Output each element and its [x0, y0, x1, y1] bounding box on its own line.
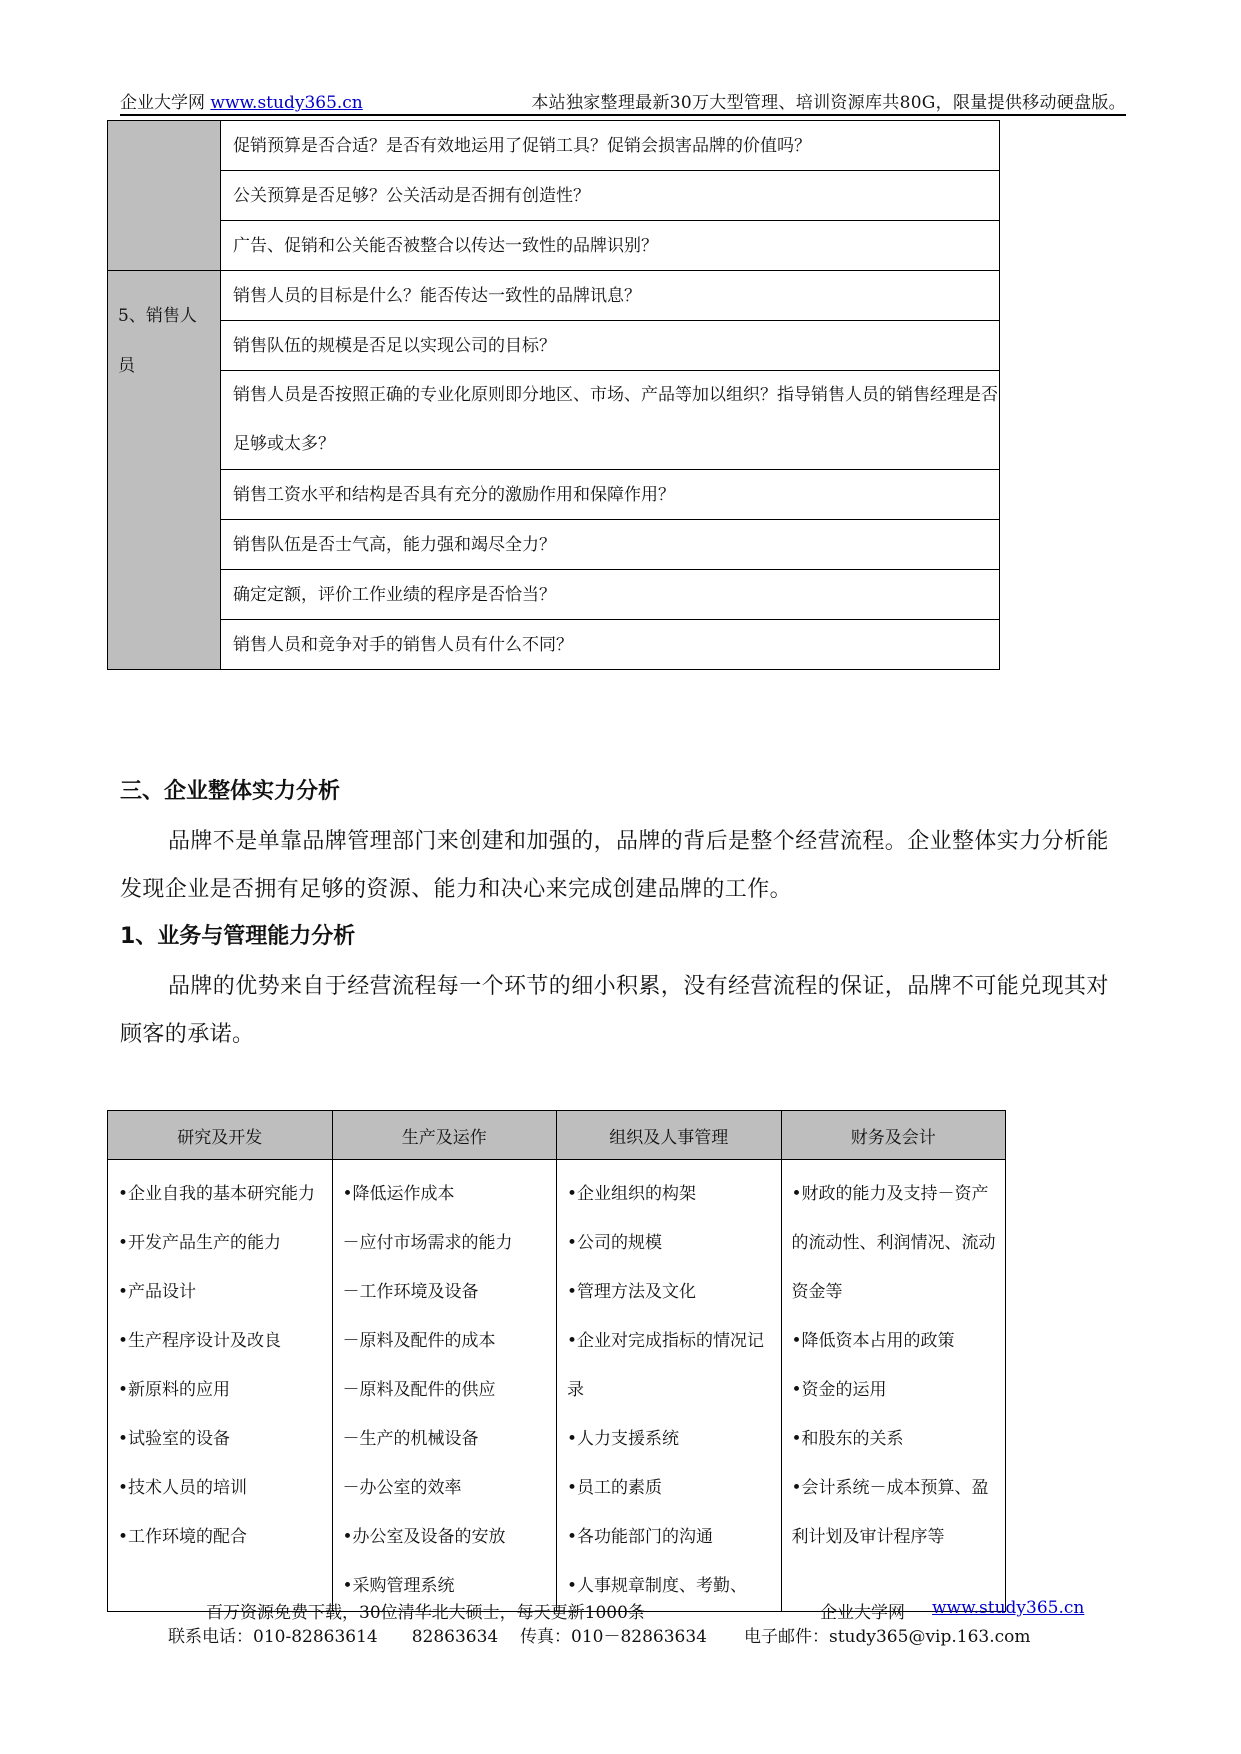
list-item: •产品设计 — [118, 1282, 197, 1302]
list-item: －应付市场需求的能力 — [342, 1233, 513, 1253]
list-item: •降低运作成本 — [342, 1184, 455, 1204]
table1-row: 公关预算是否足够？公关活动是否拥有创造性？ — [221, 171, 1000, 221]
table1-row: 广告、促销和公关能否被整合以传达一致性的品牌识别？ — [221, 221, 1000, 271]
section3-1-heading: 1、业务与管理能力分析 — [120, 924, 356, 949]
table1-row: 销售队伍的规模是否足以实现公司的目标？ — [221, 321, 1000, 371]
footer-phone: 联系电话：010-82863614 82863634 — [168, 1627, 499, 1647]
list-item: •公司的规模 — [567, 1233, 663, 1253]
table2-header: 研究及开发 — [108, 1111, 333, 1160]
table2-column-production — [332, 1160, 557, 1612]
list-item: •人事规章制度、考勤、 — [567, 1576, 748, 1596]
table1-row: 确定定额，评价工作业绩的程序是否恰当？ — [221, 570, 1000, 620]
list-item: •试验室的设备 — [118, 1429, 231, 1449]
footer-promo: 百万资源免费下载，30位清华北大硕士，每天更新1000条 — [206, 1603, 645, 1623]
table1-row: 销售人员和竞争对手的销售人员有什么不同？ — [221, 620, 1000, 670]
list-item: －办公室的效率 — [342, 1478, 462, 1498]
page-header — [120, 88, 1126, 116]
table2-column-finance — [781, 1160, 1006, 1612]
table1-row: 销售人员是否按照正确的专业化原则即分地区、市场、产品等加以组织？指导销售人员的销售经理是否足够或太多？ — [221, 371, 1000, 470]
list-item: •工作环境的配合 — [118, 1527, 248, 1547]
sales-checklist-table — [107, 120, 1000, 670]
table2-header: 财务及会计 — [781, 1111, 1006, 1160]
header-site-name: 企业大学网 — [120, 93, 205, 113]
list-item: •降低资本占用的政策 — [791, 1331, 955, 1351]
list-item: •会计系统－成本预算、盈利计划及审计程序等 — [791, 1478, 989, 1547]
list-item: •企业对完成指标的情况记录 — [567, 1331, 765, 1400]
list-item: •生产程序设计及改良 — [118, 1331, 282, 1351]
table1-row: 销售工资水平和结构是否具有充分的激励作用和保障作用？ — [221, 470, 1000, 520]
list-item: •财政的能力及支持－资产的流动性、利润情况、流动资金等 — [791, 1184, 996, 1302]
list-item: •和股东的关系 — [791, 1429, 904, 1449]
header-site-link[interactable]: www.study365.cn — [210, 93, 363, 113]
list-item: •资金的运用 — [791, 1380, 887, 1400]
header-slogan: 本站独家整理最新30万大型管理、培训资源库共80G，限量提供移动硬盘版。 — [531, 93, 1126, 113]
header-left — [120, 88, 363, 113]
list-item: •人力支援系统 — [567, 1429, 680, 1449]
list-item: •各功能部门的沟通 — [567, 1527, 714, 1547]
list-item: －原料及配件的成本 — [342, 1331, 496, 1351]
list-item: －工作环境及设备 — [342, 1282, 479, 1302]
list-item: •企业自我的基本研究能力 — [118, 1184, 316, 1204]
list-item: •办公室及设备的安放 — [342, 1527, 506, 1547]
capability-table — [107, 1110, 1006, 1612]
table1-blank-label — [108, 121, 221, 271]
table1-section-label — [108, 271, 221, 670]
table2-column-rd — [108, 1160, 333, 1612]
section3-1-paragraph: 品牌的优势来自于经营流程每一个环节的细小积累，没有经营流程的保证，品牌不可能兑现其对顾客的承诺。 — [120, 974, 1109, 1047]
sales-staff-label: 5、销售人员 — [118, 306, 197, 376]
section3-paragraph: 品牌不是单靠品牌管理部门来创建和加强的，品牌的背后是整个经营流程。企业整体实力分析能发现企业是否拥有足够的资源、能力和决心来完成创建品牌的工作。 — [120, 829, 1109, 902]
footer-email: 电子邮件：study365@vip.163.com — [744, 1627, 1031, 1647]
list-item: •技术人员的培训 — [118, 1478, 248, 1498]
table2-column-hr — [557, 1160, 782, 1612]
list-item: •员工的素质 — [567, 1478, 663, 1498]
list-item: •企业组织的构架 — [567, 1184, 697, 1204]
footer-fax: 传真：010－82863634 — [520, 1627, 707, 1647]
list-item: •新原料的应用 — [118, 1380, 231, 1400]
footer-site-name: 企业大学网 — [820, 1603, 905, 1623]
list-item: －原料及配件的供应 — [342, 1380, 496, 1400]
section3-heading: 三、企业整体实力分析 — [120, 779, 341, 804]
list-item: －生产的机械设备 — [342, 1429, 479, 1449]
table1-row: 销售队伍是否士气高，能力强和竭尽全力？ — [221, 520, 1000, 570]
table2-header: 组织及人事管理 — [557, 1111, 782, 1160]
list-item: •管理方法及文化 — [567, 1282, 697, 1302]
footer-site-link[interactable]: www.study365.cn — [932, 1598, 1085, 1618]
table1-row: 销售人员的目标是什么？能否传达一致性的品牌讯息？ — [221, 271, 1000, 321]
table1-row: 促销预算是否合适？是否有效地运用了促销工具？促销会损害品牌的价值吗？ — [221, 121, 1000, 171]
table2-header: 生产及运作 — [332, 1111, 557, 1160]
list-item: •采购管理系统 — [342, 1576, 455, 1596]
list-item: •开发产品生产的能力 — [118, 1233, 282, 1253]
